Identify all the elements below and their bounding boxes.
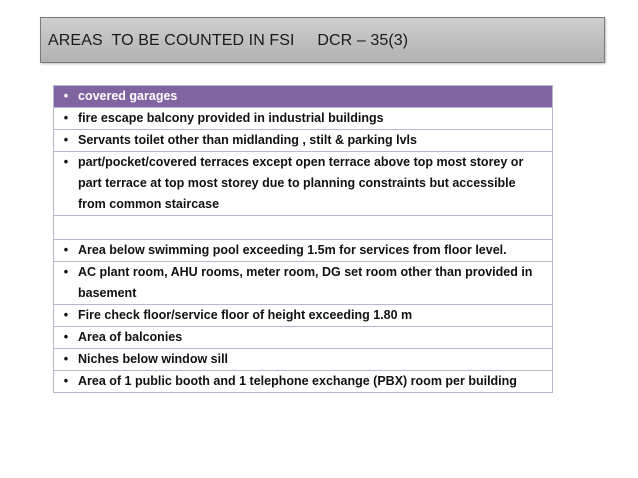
list-item bbox=[54, 349, 552, 371]
list-item-text: Area of 1 public booth and 1 telephone exchange (PBX) room per building bbox=[78, 374, 517, 388]
list-item bbox=[54, 371, 552, 392]
list-item-text: AC plant room, AHU rooms, meter room, DG set room other than provided in basement bbox=[78, 265, 533, 300]
list-item bbox=[54, 86, 552, 108]
bullet-icon: • bbox=[63, 133, 69, 147]
list-item bbox=[54, 240, 552, 262]
list-item-text: Niches below window sill bbox=[78, 352, 229, 366]
bullet-icon: • bbox=[63, 243, 69, 257]
list-item-text: Area below swimming pool exceeding 1.5m for services from floor level. bbox=[78, 243, 507, 257]
list-item-text: Area of balconies bbox=[78, 330, 183, 344]
bullet-icon: • bbox=[63, 89, 69, 103]
list-item bbox=[54, 108, 552, 130]
bullet-icon: • bbox=[63, 352, 69, 366]
list-item bbox=[54, 305, 552, 327]
bullet-icon: • bbox=[63, 308, 69, 322]
list-item bbox=[54, 327, 552, 349]
list-item-text: Fire check floor/service floor of height exceeding 1.80 m bbox=[78, 308, 413, 322]
list-item bbox=[54, 262, 552, 305]
list-item-text: Servants toilet other than midlanding , stilt & parking lvls bbox=[78, 133, 417, 147]
bullet-icon: • bbox=[63, 265, 69, 279]
list-item-text: fire escape balcony provided in industrial buildings bbox=[78, 111, 384, 125]
title-box bbox=[40, 17, 605, 63]
list-item bbox=[54, 130, 552, 152]
bullet-icon: • bbox=[63, 330, 69, 344]
list-item-text: covered garages bbox=[78, 89, 178, 103]
list-item-text: part/pocket/covered terraces except open terrace above top most storey or part terrace at top most storey due to planning constraints but accessible from common staircase bbox=[78, 155, 524, 211]
list-item bbox=[54, 152, 552, 216]
bullet-icon: • bbox=[63, 374, 69, 388]
bullet-icon: • bbox=[63, 155, 69, 169]
bullet-icon: • bbox=[63, 111, 69, 125]
empty-row bbox=[54, 216, 552, 240]
fsi-areas-list bbox=[53, 85, 553, 393]
slide-title: AREAS TO BE COUNTED IN FSI DCR – 35(3) bbox=[48, 32, 409, 49]
